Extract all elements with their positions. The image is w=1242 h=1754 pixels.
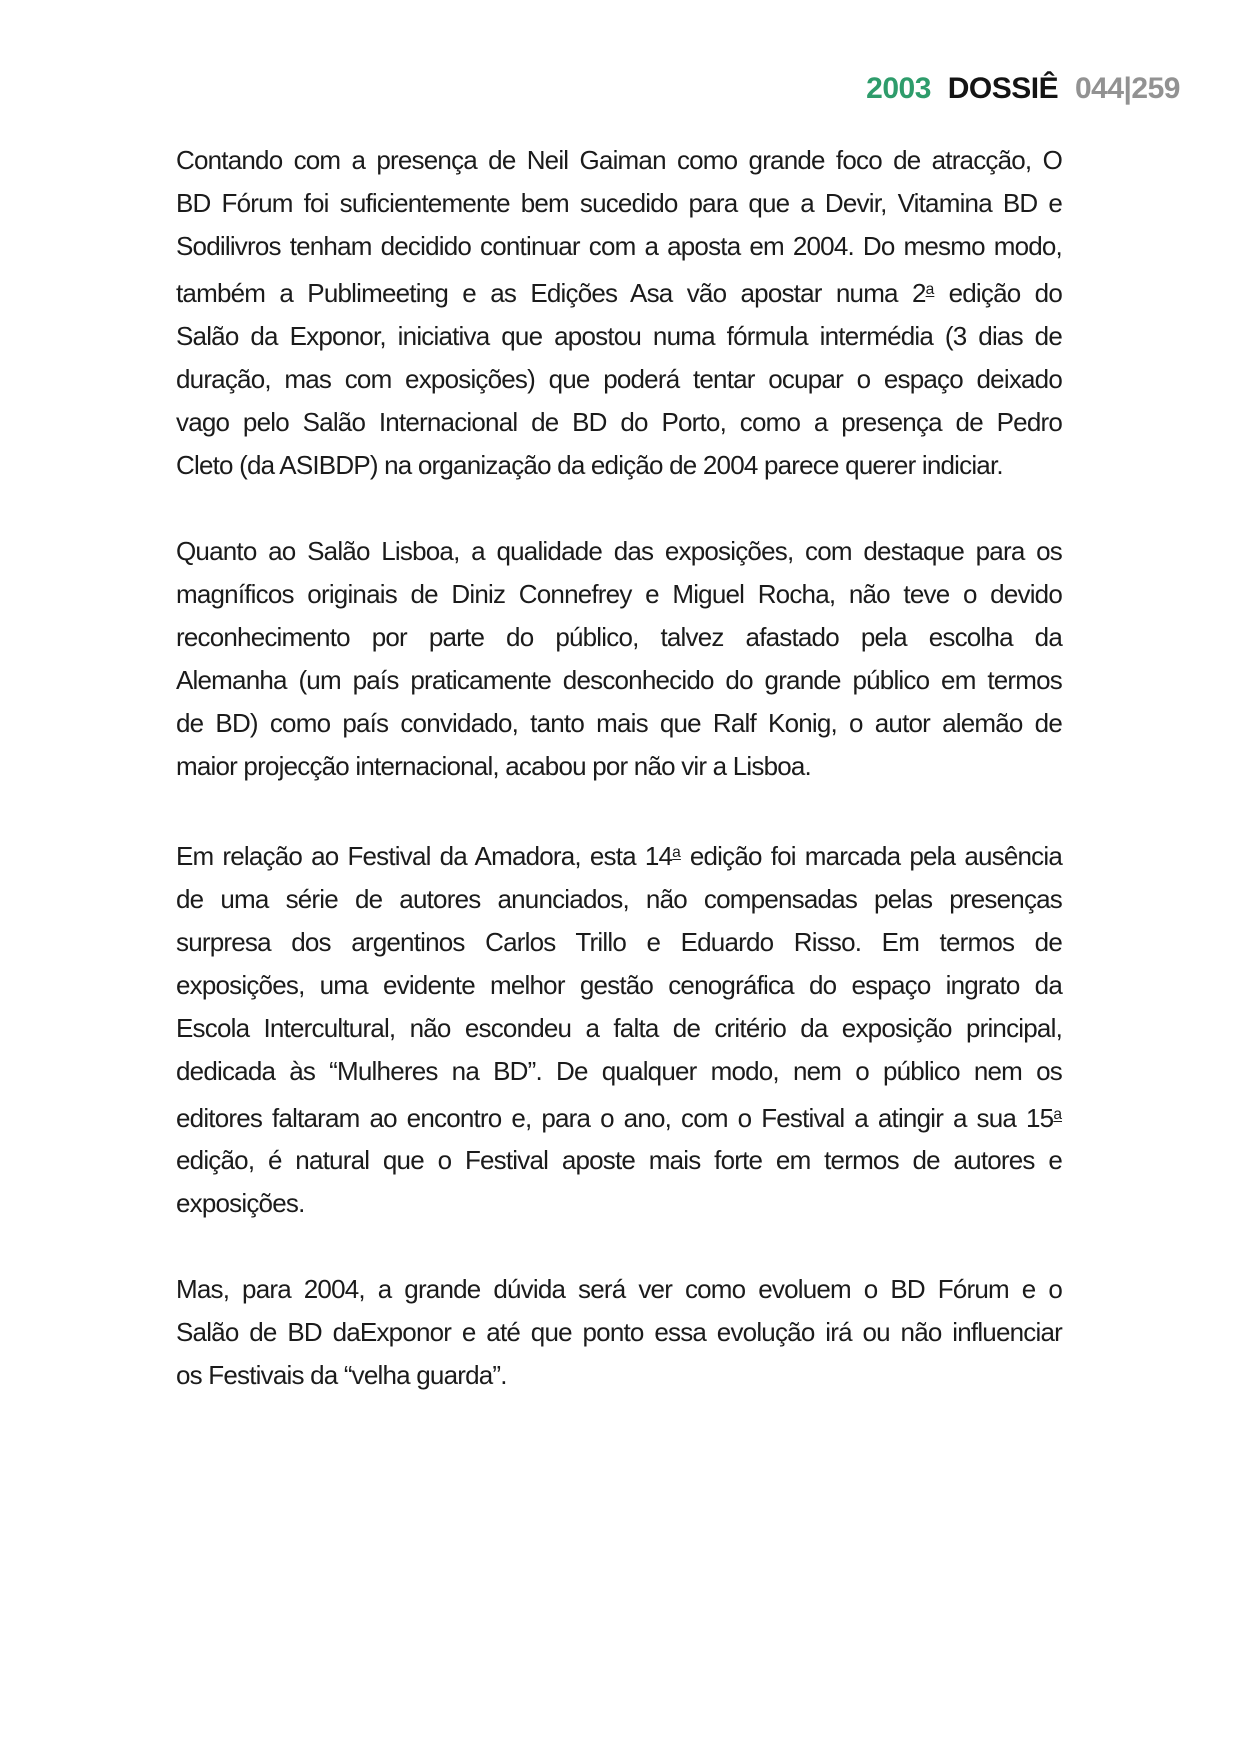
text-line: Contando com a presença de Neil Gaiman como grande foco de atracção, O [176,145,1062,175]
text-line: surpresa dos argentinos Carlos Trillo e Eduardo Risso. Em termos de [176,926,1062,957]
text-line: de BD) como país convidado, tanto mais que Ralf Konig, o autor alemão de [176,707,1062,738]
paragraph [176,831,1062,1226]
document-body [176,139,1062,1440]
text-line: editores faltaram ao encontro e, para o ano, com o Festival a atingir a sua 15$^a$ [176,1102,1062,1133]
text-line: Sodilivros tenham decidido continuar com a aposta em 2004. Do mesmo modo, [176,231,1062,261]
text-line: Em relação ao Festival da Amadora, esta 14$^a$ edição foi marcada pela ausência [176,840,1062,871]
text-line: BD Fórum foi suficientemente bem sucedido para que a Devir, Vitamina BD e [176,188,1062,218]
text-line: reconhecimento por parte do público, talvez afastado pela escolha da [176,621,1062,652]
text-line: maior projecção internacional, acabou por não vir a Lisboa. [176,750,811,781]
paragraph [176,530,1062,788]
text-line: vago pelo Salão Internacional de BD do Porto, como a presença de Pedro [176,406,1062,437]
paragraph [176,1268,1062,1397]
page-header [866,74,1180,104]
text-line: Mas, para 2004, a grande dúvida será ver como evoluem o BD Fórum e o [176,1274,1062,1305]
text-line: edição, é natural que o Festival aposte mais forte em termos de autores e [176,1145,1062,1176]
text-line: exposições. [176,1188,305,1219]
header-section-title: DOSSIÊ [947,72,1059,105]
paragraph [176,139,1062,487]
header-year: 2003 [866,72,931,105]
text-line: Alemanha (um país praticamente desconhecido do grande público em termos [176,664,1062,695]
text-line: de uma série de autores anunciados, não compensadas pelas presenças [176,883,1062,914]
text-line: Cleto (da ASIBDP) na organização da edição de 2004 parece querer indiciar. [176,449,1003,480]
text-line: Quanto ao Salão Lisboa, a qualidade das exposições, com destaque para os [176,535,1062,566]
text-line: duração, mas com exposições) que poderá tentar ocupar o espaço deixado [176,363,1062,394]
text-line: magníficos originais de Diniz Connefrey e Miguel Rocha, não teve o devido [176,578,1062,609]
text-line: dedicada às “Mulheres na BD”. De qualquer modo, nem o público nem os [176,1055,1062,1086]
text-line: Salão de BD daExponor e até que ponto essa evolução irá ou não influenciar [176,1317,1062,1348]
text-line: também a Publimeeting e as Edições Asa vão apostar numa 2$^a$ edição do [176,277,1062,308]
header-page-number: 044|259 [1074,72,1180,105]
text-line: os Festivais da “velha guarda”. [176,1360,507,1391]
text-line: Salão da Exponor, iniciativa que apostou numa fórmula intermédia (3 dias de [176,320,1062,351]
text-line: Escola Intercultural, não escondeu a falta de critério da exposição principal, [176,1012,1062,1043]
text-line: exposições, uma evidente melhor gestão cenográfica do espaço ingrato da [176,969,1062,1000]
